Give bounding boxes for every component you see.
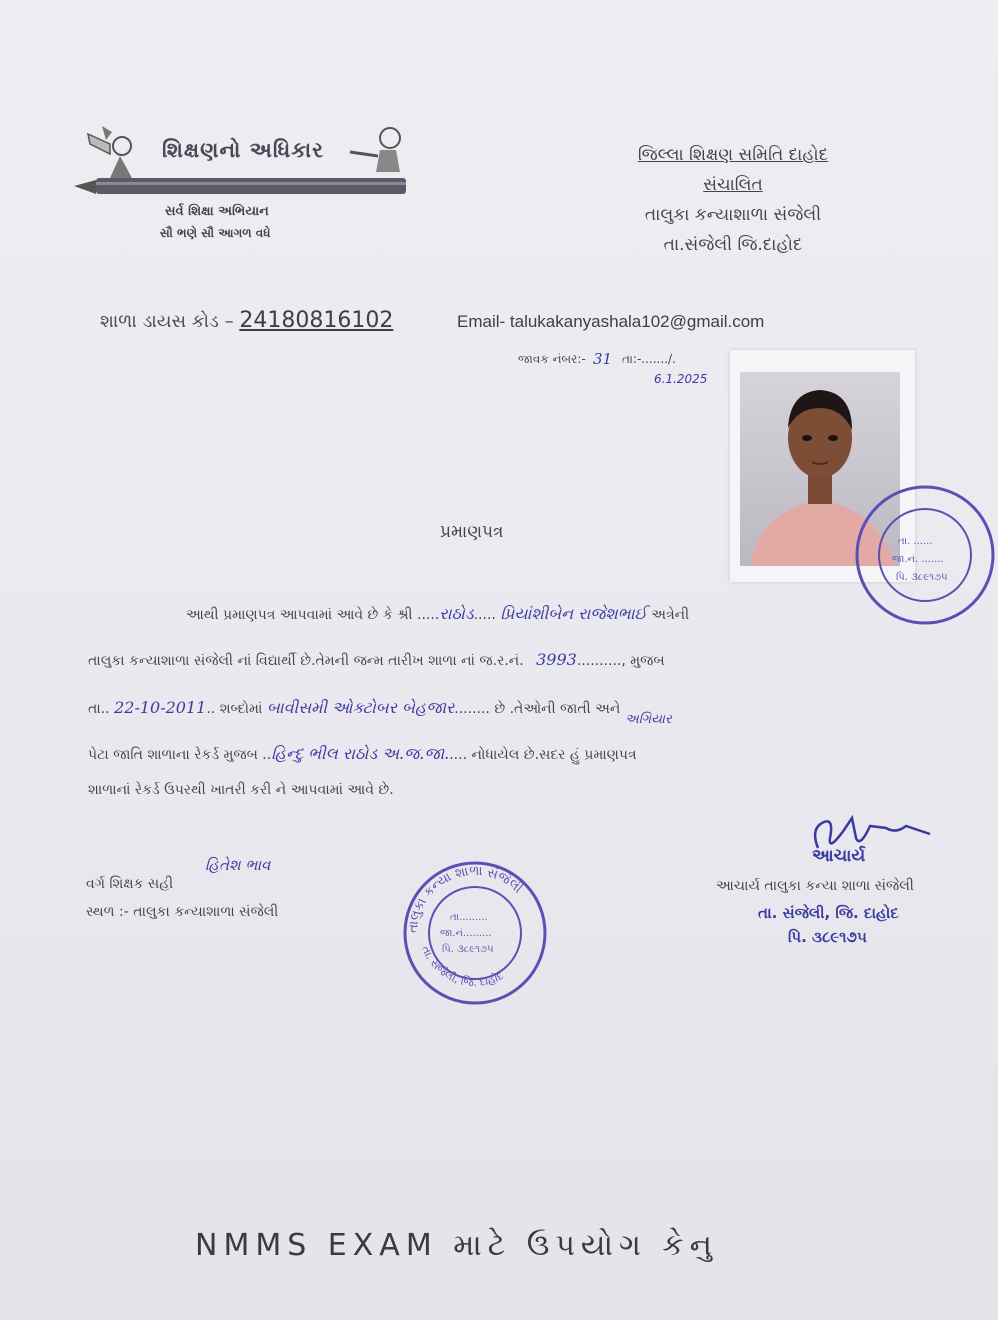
logo-subtitle-2: સૌ ભણે સૌ આગળ વધે [160, 226, 271, 240]
line3-suffix: છે .તેઓની જાતી અને [494, 701, 621, 717]
stamp-ring-bottom: તા. સંજેલી, જિ. દાહોદ [419, 943, 506, 990]
school-stamp-icon [400, 858, 550, 1008]
student-surname: રાઠોડ [439, 604, 474, 623]
stamp-field-ref: જા.નં......... [440, 928, 492, 939]
outward-number: 31 [593, 350, 613, 368]
line2-prefix: તાલુકા કન્યાશાળા સંજેલી નાં વિદ્યાર્થી છે.તેમની જન્મ તારીખ શાળા નાં જ.ર.નં. [88, 653, 524, 669]
svg-text:તા. ......: તા. ...... [898, 536, 933, 547]
line4-prefix: પેટા જાતિ શાળાના રેકર્ડ મુજબ [88, 747, 258, 763]
school-email: Email- talukakanyashala102@gmail.com [457, 312, 765, 331]
line1-suffix: અત્રેની [651, 607, 690, 623]
principal-line-3: પિ. ૩૮૯૧૭૫ [788, 928, 867, 946]
line2-suffix: મુજબ [630, 653, 665, 669]
outward-date: 6.1.2025 [654, 372, 708, 386]
logo-subtitle-1: સર્વ શિક્ષા અભિયાન [165, 204, 269, 219]
register-number: 3993 [536, 650, 577, 669]
certificate-line-1: આથી પ્રમાણપત્ર આપવામાં આવે છે કે શ્રી .....રાઠોડ..... પ્રિયાંશીબેન રાજેશભાઈ અત્રેની [186, 604, 690, 623]
outward-date-label: તા:-......./. [622, 352, 676, 366]
line1-prefix: આથી પ્રમાણપત્ર આપવામાં આવે છે કે શ્રી [186, 607, 413, 623]
principal-title: આચાર્ય [812, 846, 866, 866]
dise-code: 24180816102 [239, 308, 394, 333]
handwritten-note: NMMS EXAM માટે ઉપયોગ કેનુ [195, 1228, 718, 1263]
line4-suffix: નોધાયેલ છે.સદર હું પ્રમાણપત્ર [471, 747, 637, 763]
outward-label: જાવક નંબર:- [518, 352, 586, 366]
caste: હિન્દુ ભીલ રાઠોડ અ.જ.જા. [271, 744, 450, 763]
org-address: તા.સંજેલી જિ.દાહોદ [663, 235, 803, 255]
teacher-signature-label: વર્ગ શિક્ષક સહી [86, 876, 174, 892]
certificate-line-2: તાલુકા કન્યાશાળા સંજેલી નાં વિદ્યાર્થી છે.તેમની જન્મ તારીખ શાળા નાં જ.ર.નં. 3993.........., મુજબ [88, 650, 665, 669]
stamp-field-date: તા......... [450, 912, 488, 923]
principal-line-2: તા. સંજેલી, જિ. દાહોદ [758, 904, 899, 922]
logo-title: શિક્ષણનો અધિકાર [162, 138, 325, 162]
svg-text:જા.નં. .......: જા.નં. ....... [892, 554, 944, 565]
certificate-line-3: તા.. 22-10-2011.. શબ્દોમાં બાવીસમી ઓક્ટોબર બેહજાર........ છે .તેઓની જાતી અને [88, 698, 621, 717]
line3-mid: શબ્દોમાં [219, 701, 263, 717]
rte-logo [70, 118, 420, 248]
org-district: જિલ્લા શિક્ષણ સમિતિ દાહોદ [637, 145, 829, 165]
svg-text:તાલુકા કન્યા શાળા સંજેલી [406, 864, 526, 934]
dise-label: શાળા ડાયસ કોડ – [100, 311, 234, 332]
student-name: પ્રિયાંશીબેન રાજેશભાઈ [500, 604, 647, 623]
org-school: તાલુકા કન્યાશાળા સંજેલી [644, 205, 822, 225]
pencil-logo-icon [70, 118, 420, 208]
principal-line-1: આચાર્ય તાલુકા કન્યા શાળા સંજેલી [716, 878, 914, 894]
organization-block [608, 140, 858, 260]
stamp-field-pin: પિ. ૩૮૯૧૭૫ [442, 944, 494, 955]
dise-code-row [100, 308, 393, 333]
svg-text:પિ. ૩૮૯૧૭૫: પિ. ૩૮૯૧૭૫ [896, 572, 948, 583]
dob-words-extra: અગિયાર [625, 712, 672, 727]
org-managed: સંચાલિત [703, 175, 763, 195]
dob-in-words: બાવીસમી ઓક્ટોબર બેહજાર [266, 698, 455, 717]
certificate-line-4: પેટા જાતિ શાળાના રેકર્ડ મુજબ ..હિન્દુ ભીલ રાઠોડ અ.જ.જા..... નોધાયેલ છે.સદર હું પ્રમાણપત્ર [88, 744, 637, 763]
place-label: સ્થળ :- તાલુકા કન્યાશાળા સંજેલી [86, 904, 279, 920]
line3-prefix: તા. [88, 701, 106, 717]
certificate-heading: પ્રમાણપત્ર [440, 522, 504, 542]
stamp-ring-top: તાલુકા કન્યા શાળા સંજેલી [405, 863, 526, 934]
teacher-signature: હિતેશ ભાવ [205, 856, 271, 874]
school-stamp-photo-icon [852, 482, 998, 628]
certificate-line-5: શાળાનાં રેકર્ડ ઉપરથી ખાતરી કરી ને આપવામાં આવે છે. [88, 782, 394, 798]
date-of-birth: 22-10-2011 [114, 698, 207, 717]
